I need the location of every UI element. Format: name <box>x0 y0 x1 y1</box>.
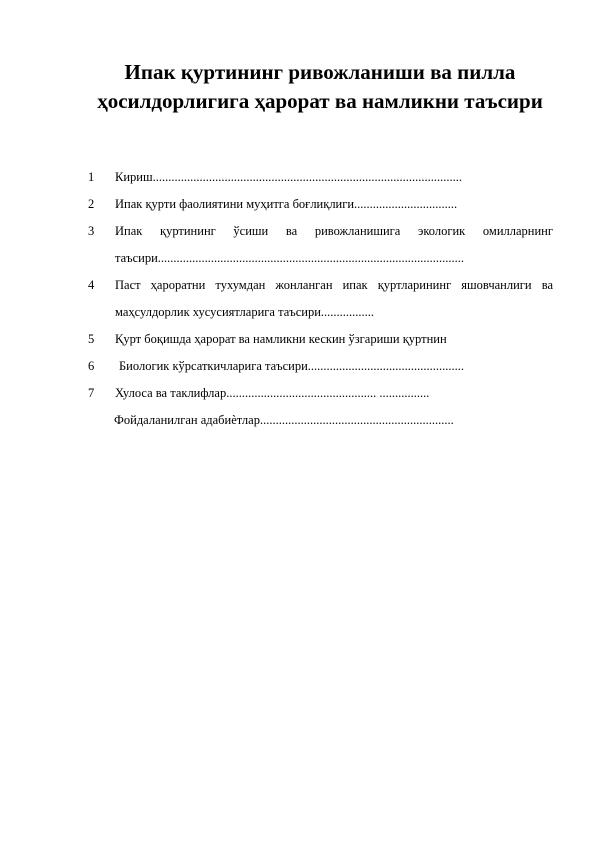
title-line-1: Ипак қуртининг ривожланиши ва пилла <box>124 60 516 84</box>
toc-item-number: 5 <box>88 332 95 346</box>
title-line-2: ҳосилдорлигига ҳарорат ва намликни таъсири <box>97 89 543 113</box>
toc-item-number: 6 <box>88 359 95 373</box>
toc-item-5 <box>88 326 553 353</box>
toc-item-2 <box>88 191 553 218</box>
toc-item-3 <box>88 218 553 272</box>
toc-item-number: 2 <box>88 197 95 211</box>
toc-item-text: Паст ҳароратни тухумдан жонланган ипак қуртларининг яшовчанлиги ва маҳсулдорлик хусусиятларига таъсири................. <box>115 278 553 319</box>
toc-item-number: 1 <box>88 170 95 184</box>
toc-item-number: 7 <box>88 386 95 400</box>
toc-item-4 <box>88 272 553 326</box>
toc-item-text: Кириш................................................................................................... <box>115 170 462 184</box>
toc-item-text: Қурт боқишда ҳарорат ва намликни кескин ўзгариши қуртнин <box>115 332 447 346</box>
toc-item-text: Ипак қуртининг ўсиши ва ривожланишига экологик омилларнинг таъсири.................................................................................................. <box>115 224 553 265</box>
toc-references: Фойдаланилган адабиѐтлар.............................................................. <box>114 413 454 427</box>
toc-item-number: 3 <box>88 224 95 238</box>
toc-item-6 <box>88 353 553 380</box>
toc-item-1 <box>88 164 553 191</box>
toc-item-text: Хулоса ва таклифлар................................................ ................ <box>115 386 430 400</box>
toc-item-number: 4 <box>88 278 95 292</box>
toc-item-text: Ипак қурти фаолиятини муҳитга боғлиқлиги................................. <box>115 197 458 211</box>
toc-item-7 <box>88 380 553 407</box>
toc-item-text: Биологик кўрсаткичларига таъсири.................................................. <box>119 359 465 373</box>
table-of-contents <box>88 164 553 434</box>
document-title <box>70 58 570 116</box>
